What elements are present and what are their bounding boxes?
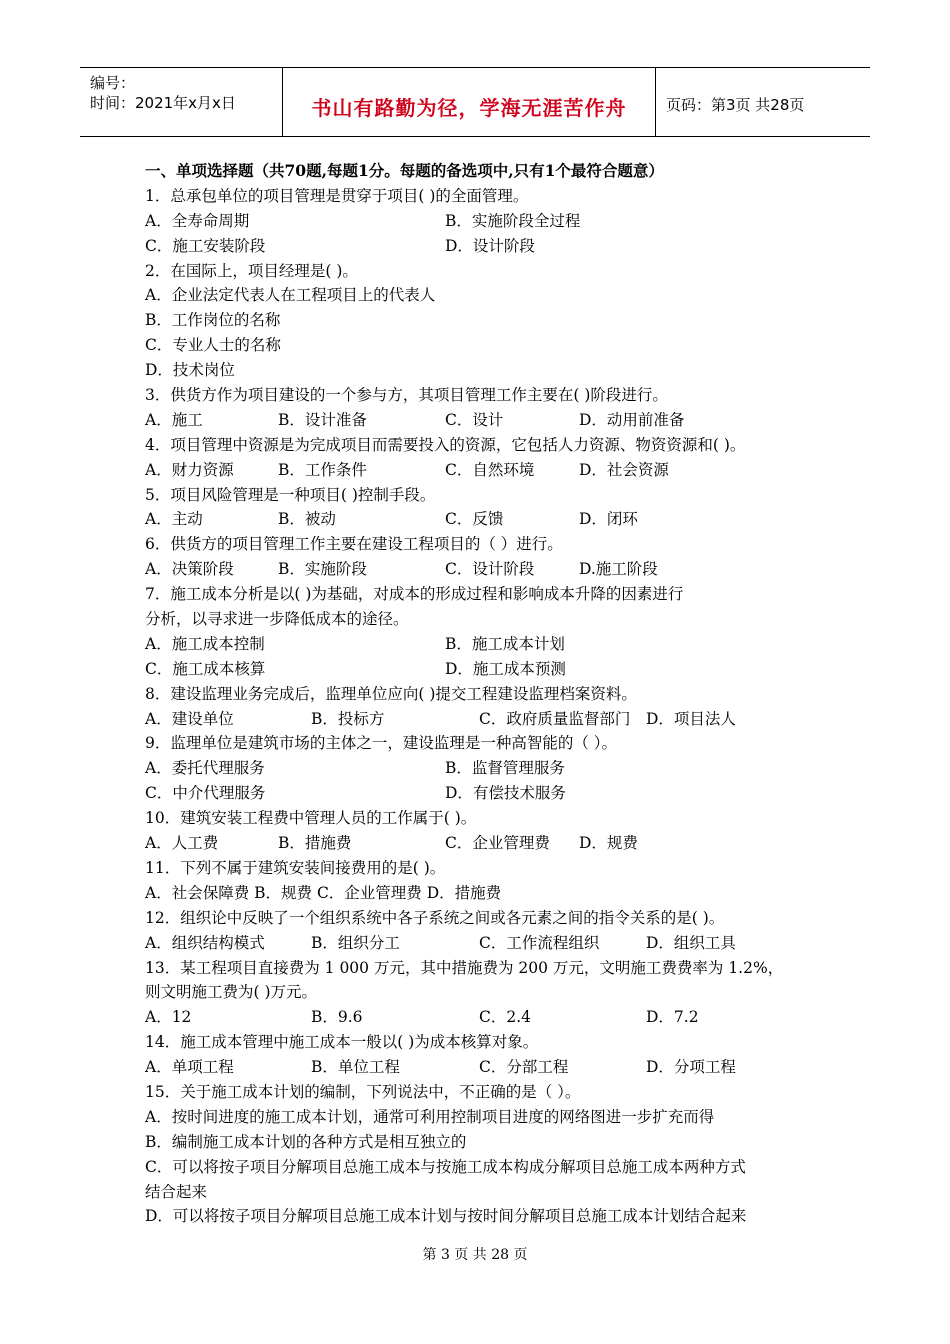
option: D.施工阶段 [579, 560, 658, 579]
option: B．投标方 [311, 709, 385, 728]
option: D．可以将按子项目分解项目总施工成本计划与按时间分解项目总施工成本计划结合起来 [145, 1207, 747, 1226]
header-meta-cell [80, 68, 283, 136]
option: A．人工费 [145, 834, 219, 853]
question-stem: 2．在国际上，项目经理是( )。 [145, 261, 358, 280]
option: A．决策阶段 [145, 560, 234, 579]
section-title: 一、单项选择题（共70题,每题1分。每题的备选项中,只有1个最符合题意） [145, 161, 664, 180]
option: C．工作流程组织 [479, 933, 600, 952]
option: B．施工成本计划 [445, 634, 565, 653]
option: D．施工成本预测 [445, 659, 566, 678]
option-row [145, 1105, 825, 1130]
option: A．组织结构模式 [145, 933, 265, 952]
option: B．被动 [278, 510, 336, 529]
question-stem: 9．监理单位是建筑市场的主体之一，建设监理是一种高智能的（ ）。 [145, 734, 618, 753]
option-row [145, 1155, 825, 1180]
question-stem: 则文明施工费为( )万元。 [145, 983, 318, 1002]
option: B．组织分工 [311, 933, 400, 952]
header-motto-cell [283, 68, 656, 136]
option: D．技术岗位 [145, 361, 235, 380]
question-content [145, 159, 825, 1229]
option: C．政府质量监督部门 [479, 709, 631, 728]
number-label: 编号： [90, 74, 136, 92]
page-label: 页码：第3页 共28页 [666, 96, 805, 114]
option: B．工作岗位的名称 [145, 311, 281, 330]
option: D．闭环 [579, 510, 638, 529]
option: C．设计阶段 [445, 560, 535, 579]
page-header [80, 67, 870, 137]
option: A．施工成本控制 [145, 634, 265, 653]
question-stem: 6．供货方的项目管理工作主要在建设工程项目的（ ）进行。 [145, 535, 563, 554]
question-stem: 5．项目风险管理是一种项目( )控制手段。 [145, 485, 436, 504]
option: B．编制施工成本计划的各种方式是相互独立的 [145, 1132, 467, 1151]
option: B．措施费 [278, 834, 352, 853]
question-stem: 分析，以寻求进一步降低成本的途径。 [145, 610, 409, 629]
option-row [145, 358, 825, 383]
option: C．自然环境 [445, 460, 535, 479]
option: 结合起来 [145, 1182, 208, 1201]
option-row [145, 1130, 825, 1155]
option-row [145, 209, 825, 234]
option: A．社会保障费 B．规费 C．企业管理费 D．措施费 [145, 883, 502, 902]
option: D．7.2 [646, 1008, 699, 1027]
question-stem: 7．施工成本分析是以( )为基础，对成本的形成过程和影响成本升降的因素进行 [145, 585, 684, 604]
option: B．实施阶段 [278, 560, 367, 579]
option: D．组织工具 [646, 933, 736, 952]
option: B．设计准备 [278, 410, 367, 429]
question-stem: 12．组织论中反映了一个组织系统中各子系统之间或各元素之间的指令关系的是( )。 [145, 908, 725, 927]
option-row [145, 931, 825, 956]
question-stem: 10．建筑安装工程费中管理人员的工作属于( )。 [145, 809, 477, 828]
option: C．专业人士的名称 [145, 336, 281, 355]
question-stem: 4．项目管理中资源是为完成项目而需要投入的资源，它包括人力资源、物资资源和( )。 [145, 435, 746, 454]
option: A．12 [145, 1008, 192, 1027]
option-row [145, 1204, 825, 1229]
option: C．企业管理费 [445, 834, 550, 853]
question-stem: 1．总承包单位的项目管理是贯穿于项目( )的全面管理。 [145, 186, 529, 205]
option-row [145, 458, 825, 483]
option: A．企业法定代表人在工程项目上的代表人 [145, 286, 436, 305]
option-row [145, 234, 825, 259]
option-row [145, 557, 825, 582]
option-row [145, 1180, 825, 1205]
option: C．分部工程 [479, 1058, 569, 1077]
option-row [145, 881, 825, 906]
page-footer: 第 3 页 共 28 页 [422, 1247, 528, 1263]
option-row [145, 1005, 825, 1030]
option-row [145, 308, 825, 333]
option: A．建设单位 [145, 709, 234, 728]
option: D．分项工程 [646, 1058, 736, 1077]
option: B．实施阶段全过程 [445, 211, 581, 230]
option: C．施工安装阶段 [145, 236, 266, 255]
option: A．全寿命周期 [145, 211, 250, 230]
option: B．9.6 [311, 1008, 363, 1027]
option: B．单位工程 [311, 1058, 400, 1077]
option: C．可以将按子项目分解项目总施工成本与按施工成本构成分解项目总施工成本两种方式 [145, 1157, 746, 1176]
option: A．主动 [145, 510, 203, 529]
option: D．项目法人 [646, 709, 736, 728]
option: D．设计阶段 [445, 236, 535, 255]
option: C．2.4 [479, 1008, 532, 1027]
motto: 书山有路勤为径，学海无涯苦作舟 [311, 96, 627, 120]
option-row [145, 657, 825, 682]
question-stem: 3．供货方作为项目建设的一个参与方，其项目管理工作主要在( )阶段进行。 [145, 386, 668, 405]
option-row [145, 1055, 825, 1080]
question-stem: 8．建设监理业务完成后，监理单位应向( )提交工程建设监理档案资料。 [145, 684, 637, 703]
question-stem: 14．施工成本管理中施工成本一般以( )为成本核算对象。 [145, 1033, 539, 1052]
option: D．动用前准备 [579, 410, 685, 429]
option: B．工作条件 [278, 460, 367, 479]
option: C．中介代理服务 [145, 784, 266, 803]
question-stem: 15．关于施工成本计划的编制，下列说法中，不正确的是（ ）。 [145, 1082, 581, 1101]
option: D．有偿技术服务 [445, 784, 566, 803]
option: A．施工 [145, 410, 203, 429]
option: D．社会资源 [579, 460, 669, 479]
option-row [145, 283, 825, 308]
option: A．财力资源 [145, 460, 234, 479]
option: C．施工成本核算 [145, 659, 266, 678]
option: B．监督管理服务 [445, 759, 565, 778]
question-stem: 11．下列不属于建筑安装间接费用的是( )。 [145, 858, 446, 877]
header-page-cell [656, 68, 870, 136]
option: A．按时间进度的施工成本计划，通常可利用控制项目进度的网络图进一步扩充而得 [145, 1107, 715, 1126]
option-row [145, 831, 825, 856]
option-row [145, 781, 825, 806]
option: A．单项工程 [145, 1058, 234, 1077]
option: A．委托代理服务 [145, 759, 265, 778]
time-label: 时间：2021年x月x日 [90, 94, 236, 112]
option-row [145, 507, 825, 532]
option-row [145, 707, 825, 732]
option: C．设计 [445, 410, 504, 429]
option: C．反馈 [445, 510, 504, 529]
question-stem: 13．某工程项目直接费为 1 000 万元，其中措施费为 200 万元，文明施工费费率为 1.2%， [145, 958, 784, 977]
option-row [145, 408, 825, 433]
option-row [145, 756, 825, 781]
option-row [145, 333, 825, 358]
option: D．规费 [579, 834, 638, 853]
option-row [145, 632, 825, 657]
